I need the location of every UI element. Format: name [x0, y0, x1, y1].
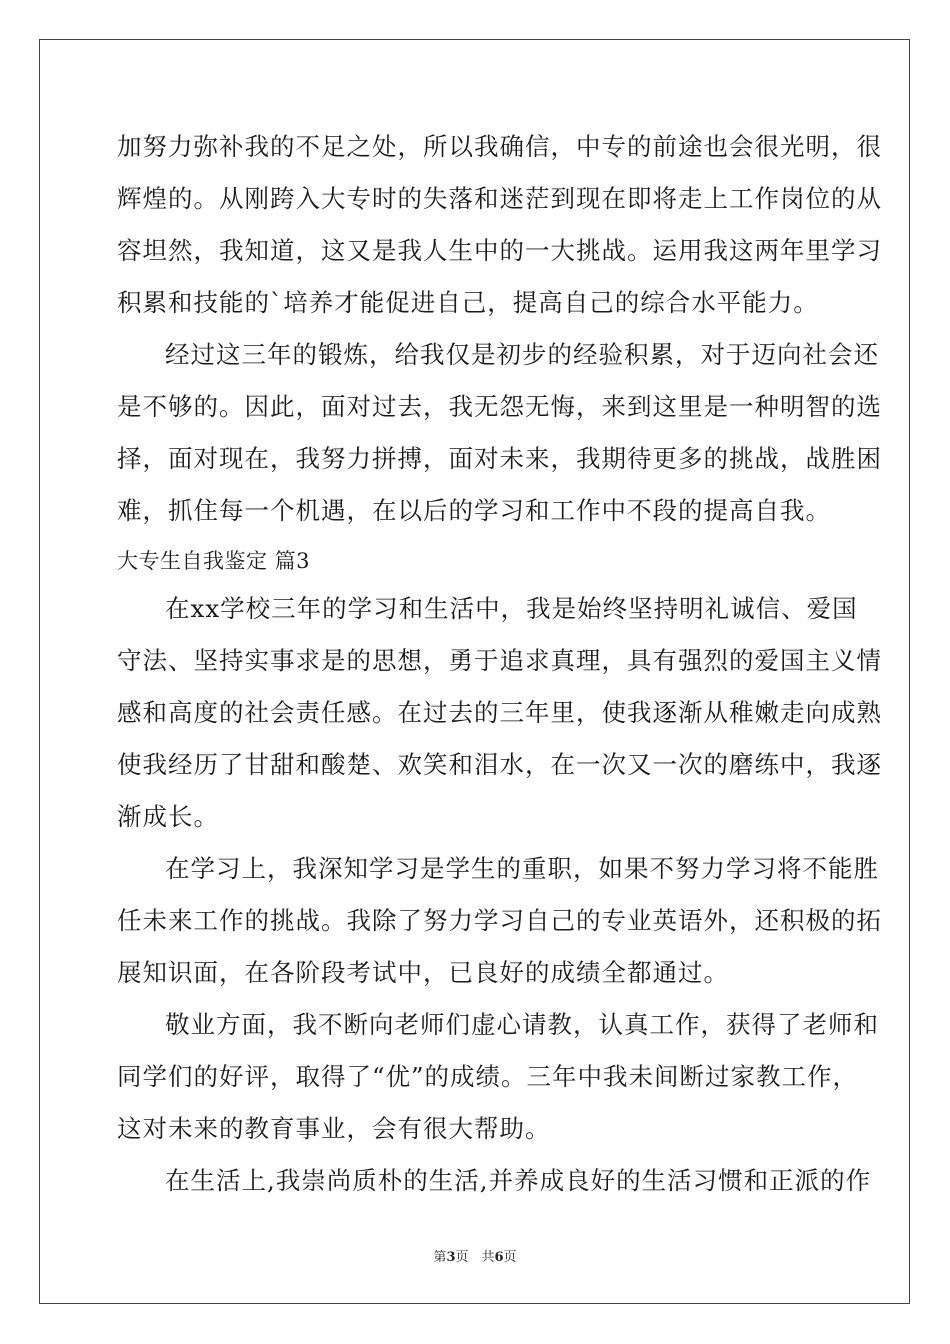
paragraph-2-line-4: 难，抓住每一个机遇，在以后的学习和工作中不段的提高自我。: [117, 496, 831, 525]
paragraph-1-line-1: 加努力弥补我的不足之处，所以我确信，中专的前途也会很光明，很: [117, 132, 882, 161]
paragraph-4-line-1: 在学习上，我深知学习是学生的重职，如果不努力学习将不能胜: [165, 854, 879, 883]
page-footer: [0, 1246, 950, 1265]
footer-page-mid: 页 共: [455, 1250, 495, 1265]
footer-page-total: 6: [494, 1250, 504, 1265]
footer-page-prefix: 第: [433, 1250, 447, 1265]
paragraph-5-line-1: 敬业方面，我不断向老师们虚心请教，认真工作，获得了老师和: [165, 1010, 879, 1039]
paragraph-3-line-5: 渐成长。: [117, 802, 219, 831]
paragraph-3-line-2: 守法、坚持实事求是的思想，勇于追求真理，具有强烈的爱国主义情: [117, 646, 882, 675]
paragraph-3-line-4: 使我经历了甘甜和酸楚、欢笑和泪水，在一次又一次的磨练中，我逐: [117, 750, 882, 779]
section-heading: 大专生自我鉴定 篇3: [117, 549, 311, 573]
paragraph-4-line-2: 任未来工作的挑战。我除了努力学习自己的专业英语外，还积极的拓: [117, 906, 882, 935]
footer-page-current: 3: [446, 1250, 456, 1265]
footer-page-suffix: 页: [503, 1250, 517, 1265]
paragraph-6-line-1: 在生活上,我崇尚质朴的生活,并养成良好的生活习惯和正派的作: [165, 1166, 872, 1195]
paragraph-1-line-2: 辉煌的。从刚跨入大专时的失落和迷茫到现在即将走上工作岗位的从: [117, 184, 882, 213]
paragraph-5-line-2: 同学们的好评，取得了“优”的成绩。三年中我未间断过家教工作，: [117, 1062, 859, 1091]
paragraph-3-line-1: 在xx学校三年的学习和生活中，我是始终坚持明礼诚信、爱国: [165, 594, 858, 623]
paragraph-2-line-2: 是不够的。因此，面对过去，我无怨无悔，来到这里是一种明智的选: [117, 392, 882, 421]
paragraph-2-line-1: 经过这三年的锻炼，给我仅是初步的经验积累，对于迈向社会还: [165, 340, 879, 369]
paragraph-3-line-3: 感和高度的社会责任感。在过去的三年里，使我逐渐从稚嫩走向成熟: [117, 698, 882, 727]
paragraph-1-line-4: 积累和技能的`培养才能促进自己，提高自己的综合水平能力。: [117, 288, 819, 317]
paragraph-2-line-3: 择，面对现在，我努力拼搏，面对未来，我期待更多的挑战，战胜困: [117, 444, 882, 473]
paragraph-5-line-3: 这对未来的教育事业，会有很大帮助。: [117, 1114, 551, 1143]
paragraph-1-line-3: 容坦然，我知道，这又是我人生中的一大挑战。运用我这两年里学习: [117, 236, 882, 265]
paragraph-4-line-3: 展知识面，在各阶段考试中，已良好的成绩全都通过。: [117, 958, 729, 987]
